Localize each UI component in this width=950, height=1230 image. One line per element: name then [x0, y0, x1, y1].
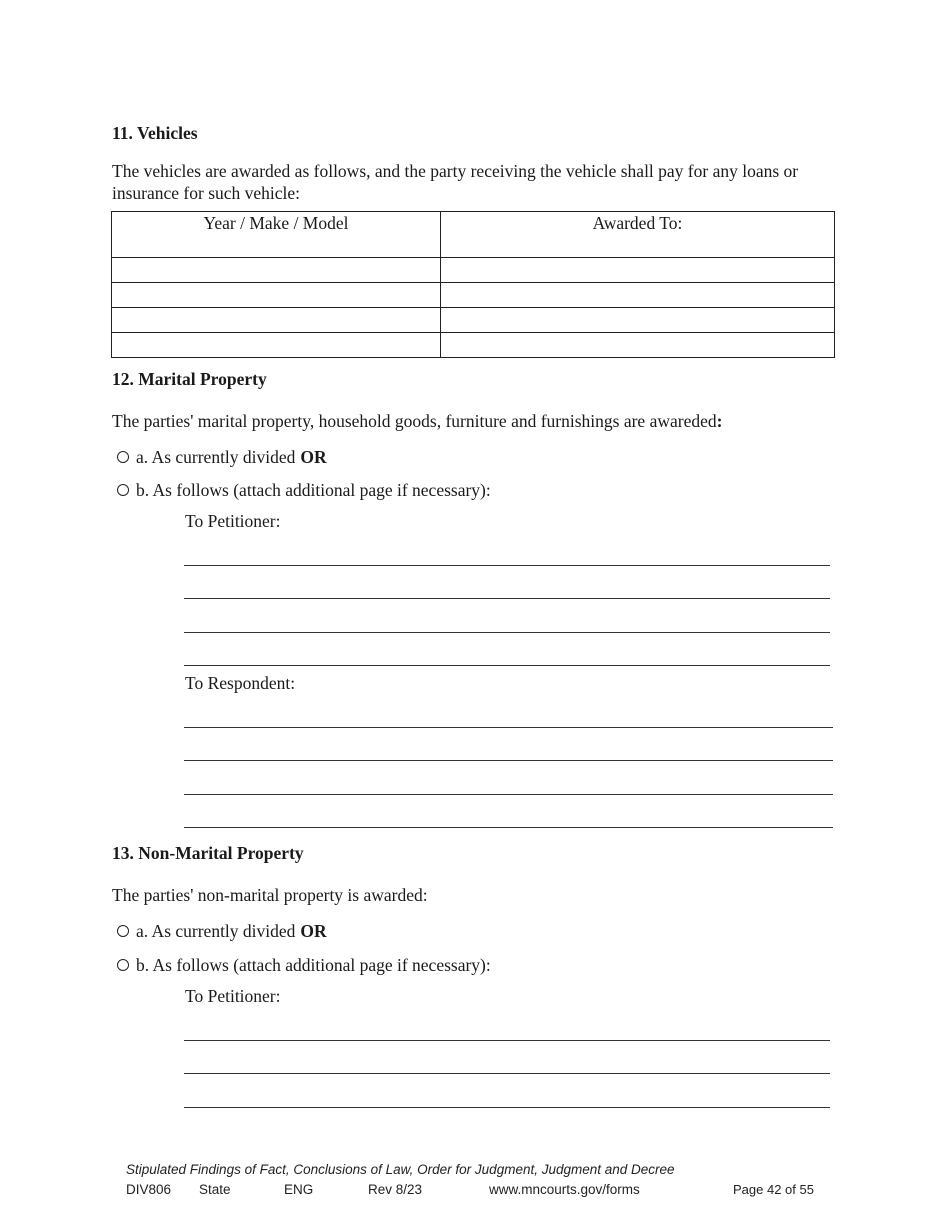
vehicles-table [111, 211, 835, 358]
marital-option-b-label: b. As follows (attach additional page if necessary): [136, 480, 491, 500]
non-marital-petitioner-line-2[interactable] [184, 1073, 830, 1074]
non-marital-petitioner-line-1[interactable] [184, 1040, 830, 1041]
non-marital-option-a-or: OR [300, 921, 327, 941]
marital-option-a-label: a. As currently divided [136, 447, 296, 467]
marital-respondent-line-3[interactable] [184, 794, 833, 795]
marital-petitioner-line-1[interactable] [184, 565, 830, 566]
non-marital-petitioner-line-3[interactable] [184, 1107, 830, 1108]
section-12-intro [112, 410, 722, 432]
awarded-to-cell[interactable] [441, 258, 835, 283]
non-marital-option-b-label: b. As follows (attach additional page if necessary): [136, 955, 491, 975]
marital-respondent-line-2[interactable] [184, 760, 833, 761]
footer-revision: Rev 8/23 [368, 1182, 423, 1197]
section-13-heading: 13. Non-Marital Property [112, 843, 304, 863]
vehicle-cell[interactable] [112, 258, 441, 283]
radio-button-icon[interactable] [117, 451, 129, 463]
radio-button-icon[interactable] [117, 959, 129, 971]
footer-page-number: Page 42 of 55 [733, 1182, 814, 1197]
marital-option-a[interactable] [117, 446, 327, 468]
footer-language: ENG [284, 1182, 314, 1197]
table-row [112, 333, 835, 358]
vehicle-cell[interactable] [112, 308, 441, 333]
section-12-intro-colon: : [716, 411, 723, 431]
marital-petitioner-line-4[interactable] [184, 665, 830, 666]
footer-form-id: DIV806 [126, 1182, 172, 1197]
marital-petitioner-line-2[interactable] [184, 598, 830, 599]
marital-respondent-line-4[interactable] [184, 827, 833, 828]
radio-button-icon[interactable] [117, 484, 129, 496]
radio-button-icon[interactable] [117, 925, 129, 937]
footer-form-title: Stipulated Findings of Fact, Conclusions of Law, Order for Judgment, Judgment and Decree [126, 1162, 675, 1177]
marital-petitioner-line-3[interactable] [184, 632, 830, 633]
awarded-to-cell[interactable] [441, 283, 835, 308]
year-make-model-header: Year / Make / Model [112, 212, 441, 258]
awarded-to-header: Awarded To: [441, 212, 835, 258]
marital-option-b[interactable] [117, 479, 491, 501]
non-marital-option-b[interactable] [117, 954, 491, 976]
awarded-to-cell[interactable] [441, 333, 835, 358]
section-11-intro: The vehicles are awarded as follows, and the party receiving the vehicle shall pay for any loans or insurance for such vehicle: [112, 161, 799, 203]
table-row [112, 258, 835, 283]
table-row [112, 308, 835, 333]
section-13-intro: The parties' non-marital property is awarded: [112, 885, 428, 905]
vehicle-cell[interactable] [112, 283, 441, 308]
non-marital-option-a-label: a. As currently divided [136, 921, 296, 941]
section-11-heading: 11. Vehicles [112, 123, 198, 143]
non-marital-to-petitioner-label: To Petitioner: [185, 986, 281, 1006]
non-marital-option-a[interactable] [117, 920, 327, 942]
vehicles-table-header-row [112, 212, 835, 258]
footer-website-link[interactable]: www.mncourts.gov/forms [489, 1182, 640, 1197]
marital-respondent-line-1[interactable] [184, 727, 833, 728]
footer-jurisdiction: State [199, 1182, 231, 1197]
section-12-intro-text: The parties' marital property, household goods, furniture and furnishings are awareded [112, 411, 717, 431]
section-12-heading: 12. Marital Property [112, 369, 267, 389]
marital-to-petitioner-label: To Petitioner: [185, 511, 281, 531]
awarded-to-cell[interactable] [441, 308, 835, 333]
table-row [112, 283, 835, 308]
marital-to-respondent-label: To Respondent: [185, 673, 296, 693]
marital-option-a-or: OR [300, 447, 327, 467]
vehicle-cell[interactable] [112, 333, 441, 358]
